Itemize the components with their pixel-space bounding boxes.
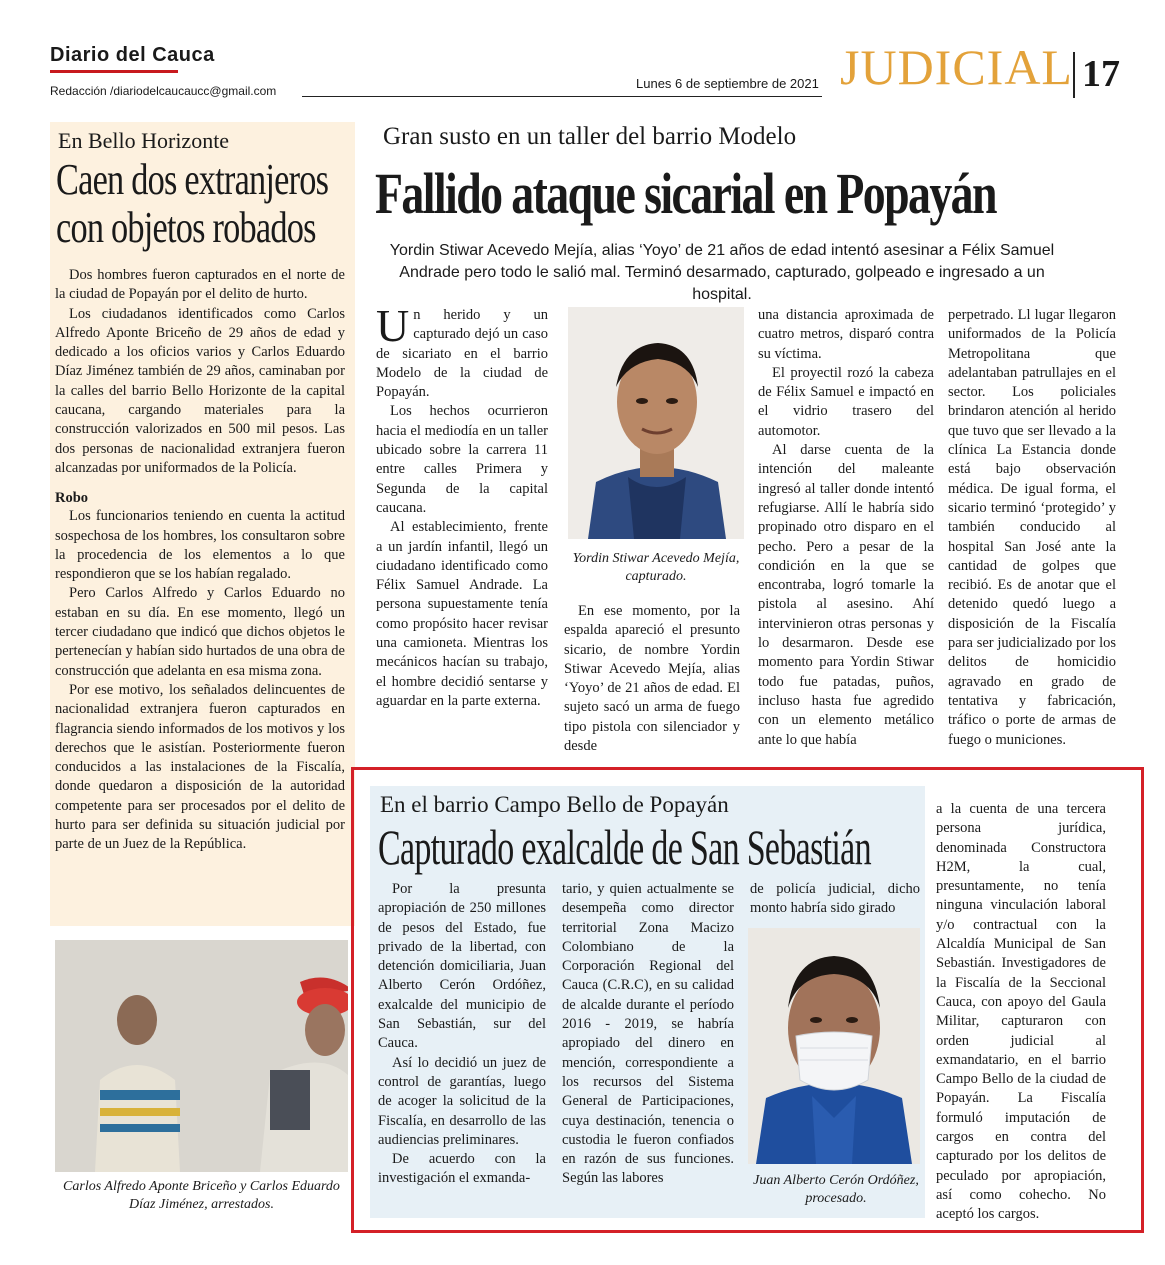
suspect-photo-caption: Yordin Stiwar Acevedo Mejía, capturado. [572,551,740,584]
section-title: JUDICIAL [840,39,1073,95]
paragraph: una distancia aproximada de cuatro metros, disparó contra su víctima. [758,307,934,362]
left-photo-caption: Carlos Alfredo Aponte Briceño y Carlos Eduardo Díaz Jiménez, arrestados. [63,1179,340,1212]
paragraph: Un herido y un capturado dejó un caso de sicariato en el barrio Modelo de la ciudad de Popayán. [376,300,548,401]
newsroom-email: Redacción /diariodelcaucaucc@gmail.com [50,84,277,98]
paragraph: de policía judicial, dicho monto habría sido girado [750,881,920,917]
masthead-underline [50,70,178,73]
paragraph: Los hechos ocurrieron hacia el mediodía en un taller ubicado sobre la carrera 11 entre calles Primera y Segunda de la capital caucana. [376,403,548,516]
main-story-col4 [948,306,1116,750]
exmayor-photo-caption: Juan Alberto Cerón Ordóñez, procesado. [753,1173,919,1206]
boxed-story-title: Capturado exalcalde de San Sebastián [378,819,871,875]
paragraph: Los ciudadanos identificados como Carlos Alfredo Aponte Briceño de 29 años de edad y dedicado a los oficios varios y Carlos Eduardo Díaz Jiménez también de 29 años, caminaban por la calles del barrio Bello Horizonte de la capital caucana, cargando materiales para la construcción valorizados en 500 mil pesos. Las dos personas de nacionalidad extranjera fueron alcanzadas por uniformados de la Policía. [55,305,345,476]
header-divider [1073,52,1075,98]
main-story-deck: Yordin Stiwar Acevedo Mejía, alias ‘Yoyo’ de 21 años de edad intentó asesinar a Félix Samuel Andrade pero todo le salió mal. Terminó desarmado, capturado, golpeado e ingresado a un hospital. [389,242,1055,303]
exmayor-portrait [748,928,920,1164]
left-story-title-line2: con objetos robados [56,203,316,252]
paragraph: Los funcionarios teniendo en cuenta la actitud sospechosa de los hombres, los consultaron sobre la procedencia de los elementos a lo que respondieron que se los habían regalado. [55,508,345,583]
paragraph: Así lo decidió un juez de control de garantías, luego de acoger la solicitud de la Fiscalía, en desarrollo de las audiencias preliminares. [378,1054,546,1148]
arrested-men-photo [55,940,348,1172]
exmayor-photo [748,928,920,1164]
paragraph: Al darse cuenta de la intención del maleante ingresó al taller donde intentó refugiarse. Allí le habría sido propinado otro disparo en el pecho. Pero a pesar de la condición en la que se encontraba, logró tomarle la pistola al asesino. Ahí intervinieron otras personas y lo desarmaron. Desde ese momento para Yordin Stiwar todo fue patadas, puños, incluso hasta fue agredido con un elemento metálico ante lo que había [758,442,934,748]
arrested-men-illustration [55,940,348,1172]
paragraph: Por ese motivo, los señalados delincuentes de nacionalidad extranjera fueron capturados en flagrancia siendo informados de los motivos y los derechos que le asistían. Posteriormente fueron conducidos a las instalaciones de la Fiscalía, donde quedaron a disposición de la autoridad competente para ser procesados por el delito de hurto para ser definida su situación judicial por parte de un Juez de la República. [55,681,345,853]
paragraph: El proyectil rozó la cabeza de Félix Samuel e impactó en el vidrio trasero del automotor. [758,364,934,439]
suspect-portrait [568,307,744,539]
left-story-title-line1: Caen dos extranjeros [56,155,329,204]
paragraph: perpetrado. Ll lugar llegaron uniformados de la Policía Metropolitana que adelantaban patrullajes en el sector. Los policiales brindaron atención al herido que tuvo que ser llevado a la clínica La Estancia donde está bajo observación médica. De igual forma, el sicario terminó ‘protegido’ y también conducido al hospital San José ante la cantidad de golpes que recibió. Es de anotar que el detenido quedó luego a disposición de la Fiscalía para ser judicializado por los delitos de homicidio agravado en grado de tentativa y fabricación, tráfico o porte de armas de fuego o municiones. [948,307,1116,748]
main-story-col3 [758,306,934,750]
paragraph: Al establecimiento, frente a un jardín infantil, llegó un ciudadano identificado como Félix Samuel Andrade. La persona supuestamente tenía como propósito hacer revisar una camioneta. Mientras los mecánicos hacían su trabajo, el hombre decidió sentarse y aguardar en la parte externa. [376,519,548,709]
masthead-logo: Diario del Cauca [50,44,215,66]
header-rule [302,96,822,97]
boxed-story-kicker: En el barrio Campo Bello de Popayán [380,792,729,817]
main-story-col2 [564,602,740,756]
paragraph: En ese momento, por la espalda apareció el presunto sicario, de nombre Yordin Stiwar Acevedo Mejía, alias ‘Yoyo’ de 21 años de edad. El sujeto sacó un arma de fuego tipo pistola con silenciador y desde [564,603,740,755]
paragraph: Pero Carlos Alfredo y Carlos Eduardo no estaban en su día. En ese momento, llegó un tercer ciudadano que indicó que dichos objetos le pertenecían y habían sido hurtados de una obra de construcción que adelanta en esa misma zona. [55,585,345,679]
boxed-story-col2 [562,880,734,1189]
paragraph: Dos hombres fueron capturados en el norte de la ciudad de Popayán por el delito de hurto. [55,267,345,303]
main-story-col1 [376,300,548,711]
page-number: 17 [1082,53,1120,95]
drop-cap: U [376,300,410,351]
issue-date: Lunes 6 de septiembre de 2021 [636,76,819,91]
boxed-story-col3 [750,880,920,919]
main-story-title: Fallido ataque sicarial en Popayán [375,161,996,226]
paragraph: a la cuenta de una tercera persona jurídica, denominada Constructora H2M, la cual, presuntamente, no tenía ninguna vinculación laboral y/o contractual con la Alcaldía Municipal de San Sebastián. Investigadores de la Fiscalía de la Seccional Cauca, con apoyo del Gaula Militar, capturaron con orden judicial al exmandatario, en el barrio Campo Bello de la ciudad de Popayán. La Fiscalía formuló imputación de cargos en contra del capturado por los delitos de peculado por apropiación, así como cohecho. No aceptó los cargos. [936,801,1106,1223]
paragraph: tario, y quien actualmente se desempeña como director territorial Zona Macizo Colombiano de la Corporación Regional del Cauca (C.R.C), en su calidad de alcalde durante el período 2016 - 2019, se habría apropiado del dinero en mención, correspondiente a los recursos del Sistema General de Participaciones, cuya destinación, tenencia o custodia le fueron confiados en razón de sus funciones. Según las labores [562,881,734,1187]
boxed-story-col4 [936,800,1106,1225]
paragraph: Por la presunta apropiación de 250 millones de pesos del Estado, fue privado de la libertad, con detención domiciliaria, Juan Alberto Cerón Ordóñez, exalcalde del municipio de San Sebastián, sur del Cauca. [378,881,546,1052]
boxed-story-col1 [378,880,546,1189]
left-story-kicker: En Bello Horizonte [58,128,230,153]
left-story-body [55,266,345,855]
main-story-kicker: Gran susto en un taller del barrio Modelo [383,123,797,150]
left-story-subhead: Robo [55,490,89,507]
paragraph: De acuerdo con la investigación el exmanda- [378,1151,546,1187]
suspect-photo [568,307,744,539]
